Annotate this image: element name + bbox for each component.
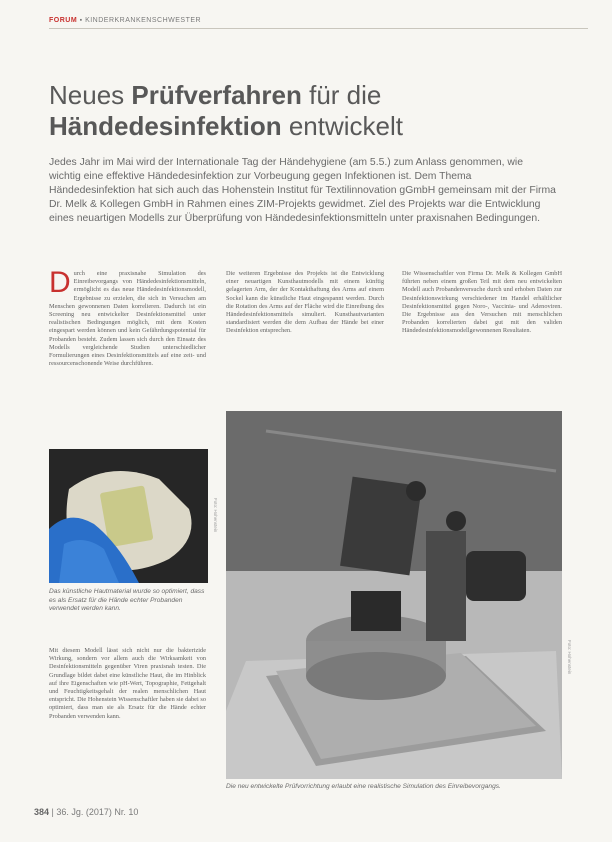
page-number: 384: [34, 807, 50, 817]
photo-test-device: [226, 411, 562, 779]
photo-credit-2: Foto: Hohenstein: [567, 640, 572, 675]
device-illustration: [226, 411, 562, 779]
title-bold: Händedesinfektion: [49, 111, 282, 141]
glove-illustration: [49, 449, 208, 583]
subsection-label: KINDERKRANKENSCHWESTER: [85, 17, 202, 24]
issue-info: | 36. Jg. (2017) Nr. 10: [51, 807, 139, 817]
drop-cap: D: [49, 266, 71, 299]
photo-caption-1: Das künstliche Hautmaterial wurde so optimiert, dass es als Ersatz für die Hände echter Probanden verwendet werden kann.: [49, 588, 205, 613]
body-text: Die Wissenschaftler von Firma Dr. Melk & Kollegen GmbH führten neben einem großen Teil mit dem neu entwickelten Modell auch Probandenversuche durch und erhoben Daten zur Desinfektionswirkung verschiedener im Handel erhältlicher Desinfektionsmittel gegen Noro-, Vaccinia- und Adenoviren. Die Ergebnisse aus den Versuchen mit menschlichen Probanden korrelierten dabei gut mit den validen Händedesinfektionsmodellgewonnenen Resultaten.: [402, 270, 562, 335]
column-2: [226, 270, 384, 336]
page-footer: [34, 807, 138, 817]
column-1: [49, 266, 206, 368]
title-part: für die: [301, 80, 382, 110]
column-3: [402, 270, 562, 336]
body-text: Die weiteren Ergebnisse des Projekts ist die Entwicklung einer neuartigen Kunsthautmodells mit einem künftig gelagerten Arm, der der Kontakthaftung des Arms auf einem Sockel kann die künstliche Haut eingespannt werden. Durch die Rotation des Arms auf der Fläche wird die Einreibung des Händedesinfektionsmittels simuliert. Kunsthautvarianten standardisiert werden die dem Aufbau der Hände bei einer Desinfektion entsprechen.: [226, 270, 384, 335]
photo-gloved-hand: [49, 449, 208, 583]
body-text: urch eine praxisnahe Simulation des Einreibevorgangs von Händedesinfektionsmitteln, ermöglicht es das neue Händedesinfektionsmodell, Ergebnisse zu erzielen, die sich in Versuchen am Menschen gewonnenen Daten korrelieren. Dadurch ist ein Screening neu entwickelter Desinfektionsmittel unter realistischen Bedingungen möglich, mit dem Kosten eingespart werden können und kein Gefährdungspotential für Probanden besteht. Zudem lassen sich durch den Einsatz des Modells vergleichende Studien unterschiedlicher Formulierungen eines Desinfektionsmittels auf eine zeit- und ressourcenschonende Weise durchführen.: [49, 270, 206, 368]
article-title: [49, 80, 569, 142]
title-part: entwickelt: [281, 111, 403, 141]
lead-paragraph: Jedes Jahr im Mai wird der Internationale Tag der Händehygiene (am 5.5.) zum Anlass genommen, wie wichtig eine effektive Händedesinfektion zur Vorbeugung gegen Infektionen ist. Dem Thema Händedesinfektion hat sich auch das Hohenstein Institut für Textilinnovation gGmbH gemeinsam mit der Firma Dr. Melk & Kollegen GmbH in Rahmen eines ZIM-Projekts gewidmet. Ziel des Projekts war die Entwicklung eines neuartigen Modells zur Überprüfung von Händedesinfektionsmitteln unter praxisnahen Bedingungen.: [49, 157, 556, 224]
photo-caption-2: Die neu entwickelte Prüfvorrichtung erlaubt eine realistische Simulation des Einreibevorgangs.: [226, 783, 501, 790]
title-part: Neues: [49, 80, 132, 110]
photo-credit-1: Foto: Hohenstein: [213, 498, 218, 533]
column-1-bottom: [49, 647, 206, 721]
category-icon: ▪: [79, 17, 83, 24]
section-label: FORUM: [49, 17, 78, 24]
header-rule: [49, 28, 588, 29]
title-bold: Prüfverfahren: [131, 80, 302, 110]
body-text: Mit diesem Modell lässt sich nicht nur die bakterizide Wirkung, sondern vor allem auch die Wirksamkeit von Desinfektionsmitteln gegenüber Viren praxisnah testen. Die Grundlage bildet dabei eine künstliche Haut, die im Hinblick auf ihre Eigenschaften wie pH-Wert, Topographie, Fettgehalt und Feuchtigkeitsgehalt der realen menschlichen Haut entspricht. Die Hohenstein Wissenschaftler haben sie dabei so optimiert, dass man sie als Ersatz für die Hände echter Probanden verwenden kann.: [49, 647, 206, 720]
section-kicker: [49, 17, 201, 24]
